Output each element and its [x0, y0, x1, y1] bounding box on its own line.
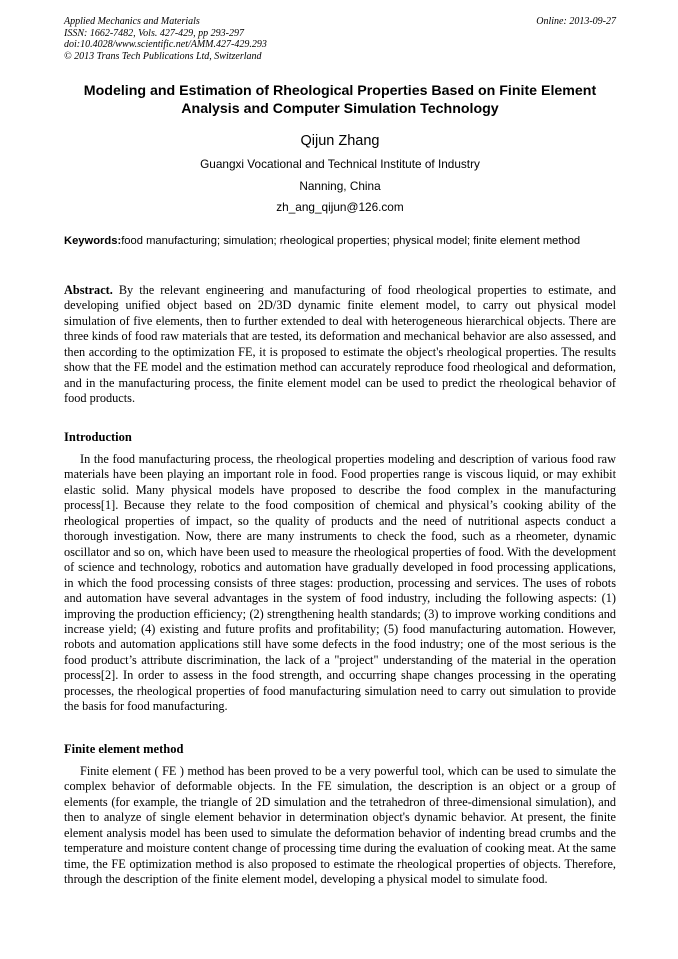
copyright-line: © 2013 Trans Tech Publications Ltd, Switzerland [64, 50, 262, 62]
introduction-paragraph: In the food manufacturing process, the rheological properties modeling and description of various food raw materials have been playing an important role in food. Food properties range is viscous liquid, or may exhibit elastic solid. Many physical models have proposed to describe the food complex in the manufacturing process[1]. Because they relate to the food composition of chemical and physical’s cooking ability of the rheological properties of impact, so the quality of products and the need of nutritional aspects conduct a thorough investigation. Now, there are many instruments to check the food, such as a rheometer, dynamic oscillator and so on, which have been used to measure the rheological properties of food. With the development of science and technology, robotics and automation have gradually developed in food processing applications, in which the food processing consists of three stages: production, processing and services. The uses of robots and automation have several advantages in the system of food industry, including the following aspects: (1) improving the production efficiency; (2) strengthening health standards; (3) to improve working conditions and increase yield; (4) existing and future profits and profitability; (5) food manufacturing automation. However, robots and automation applications still have some defects in the food industry; one of the most serious is the food product’s attribute discrimination, the lack of a "project" understanding of the material in the operation process[2]. In order to assess in the food strength, and occurring shape changes processing in the operating processes, the rheological properties of food manufacturing simulation need to carry out simulation to provide the basis for food manufacturing. [64, 452, 616, 714]
abstract-label: Abstract. [64, 283, 113, 297]
keywords-label: Keywords: [64, 235, 122, 247]
location: Nanning, China [299, 179, 381, 193]
online-date: Online: 2013-09-27 [536, 16, 616, 27]
keywords-text: food manufacturing; simulation; rheological properties; physical model; finite element method [121, 235, 581, 247]
paper-title: Modeling and Estimation of Rheological Properties Based on Finite Element Analysis and Computer Simulation Technology [83, 83, 597, 117]
journal-info [64, 16, 616, 62]
abstract [64, 283, 616, 407]
finite-element-paragraph: Finite element ( FE ) method has been proved to be a very powerful tool, which can be used to simulate the complex behavior of deformable objects. In the FE simulation, the description is an object or a group of elements (for example, the triangle of 2D simulation and the tetrahedron of three-dimensional simulation), and then to analyze of single element behavior in determination object's dynamic behavior. At present, the finite element analysis model has been used to simulate the deformation behavior of indenting bread crumbs and the temperature and moisture content change of processing time during the evaluation of cooking meat. At the same time, the FE optimization method is also proposed to estimate the rheological properties of objects. Therefore, through the description of the finite element model, developing a physical model to simulate food. [64, 764, 616, 887]
doi-line: doi:10.4028/www.scientific.net/AMM.427-429.293 [64, 39, 267, 50]
section-heading-introduction: Introduction [64, 430, 132, 444]
abstract-text: By the relevant engineering and manufacturing of food rheological properties to estimate, and developing unified object based on 2D/3D dynamic finite element model, to carry out physical model simulation of five elements, then to further extended to deal with heterogeneous hierarchical objects. There are three kinds of food raw materials that are tested, its deformation and mechanical behavior are also assessed, and then according to the optimization FE, it is proposed to estimate the object's rheological properties. The results show that the FE model and the estimation method can accurately reproduce food rheological and deformation, and in the manufacturing process, the finite element model can be used to predict the rheological behavior of food products. [64, 283, 616, 406]
journal-name: Applied Mechanics and Materials [64, 16, 200, 27]
issn-line: ISSN: 1662-7482, Vols. 427-429, pp 293-297 [64, 27, 244, 39]
author-email: zh_ang_qijun@126.com [276, 200, 404, 214]
journal-header [64, 16, 616, 62]
author-name: Qijun Zhang [300, 133, 380, 149]
affiliation: Guangxi Vocational and Technical Institute of Industry [200, 157, 480, 171]
keywords [64, 234, 616, 249]
section-heading-finite-element: Finite element method [64, 742, 184, 756]
